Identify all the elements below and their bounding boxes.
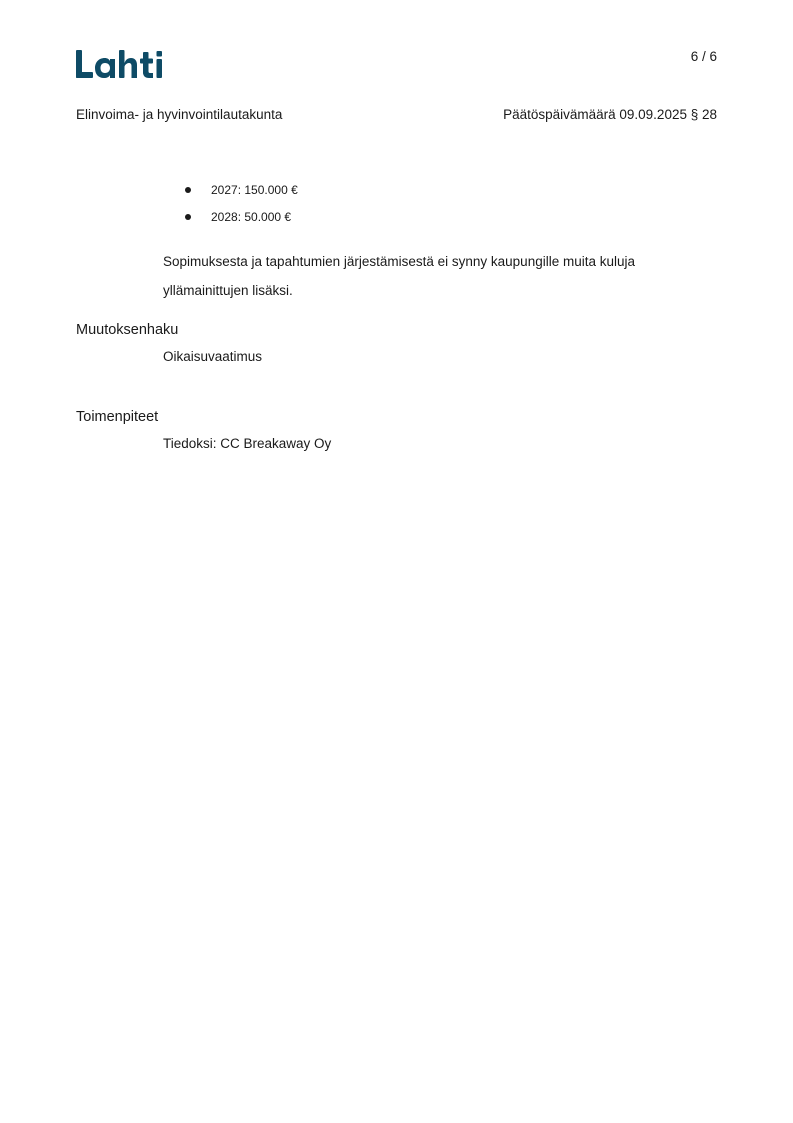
list-item	[185, 180, 298, 207]
section-heading-muutoksenhaku: Muutoksenhaku	[76, 322, 179, 338]
section-text-muutoksenhaku: Oikaisuvaatimus	[163, 349, 263, 364]
list-item-text: 2027: 150.000 €	[211, 183, 298, 197]
bullet-icon	[185, 214, 191, 220]
cost-list	[185, 180, 298, 234]
section-text-toimenpiteet: Tiedoksi: CC Breakaway Oy	[163, 436, 332, 451]
body-paragraph: Sopimuksesta ja tapahtumien järjestämisestä ei synny kaupungille muita kuluja yllämainittujen lisäksi.	[163, 254, 635, 298]
bullet-icon	[185, 187, 191, 193]
committee-name: Elinvoima- ja hyvinvointilautakunta	[76, 107, 283, 122]
decision-date: Päätöspäivämäärä 09.09.2025 § 28	[503, 107, 717, 122]
section-heading-toimenpiteet: Toimenpiteet	[76, 409, 159, 425]
list-item-text: 2028: 50.000 €	[211, 210, 292, 224]
lahti-logo	[76, 48, 168, 82]
page-number: 6 / 6	[690, 49, 717, 64]
list-item	[185, 207, 298, 234]
